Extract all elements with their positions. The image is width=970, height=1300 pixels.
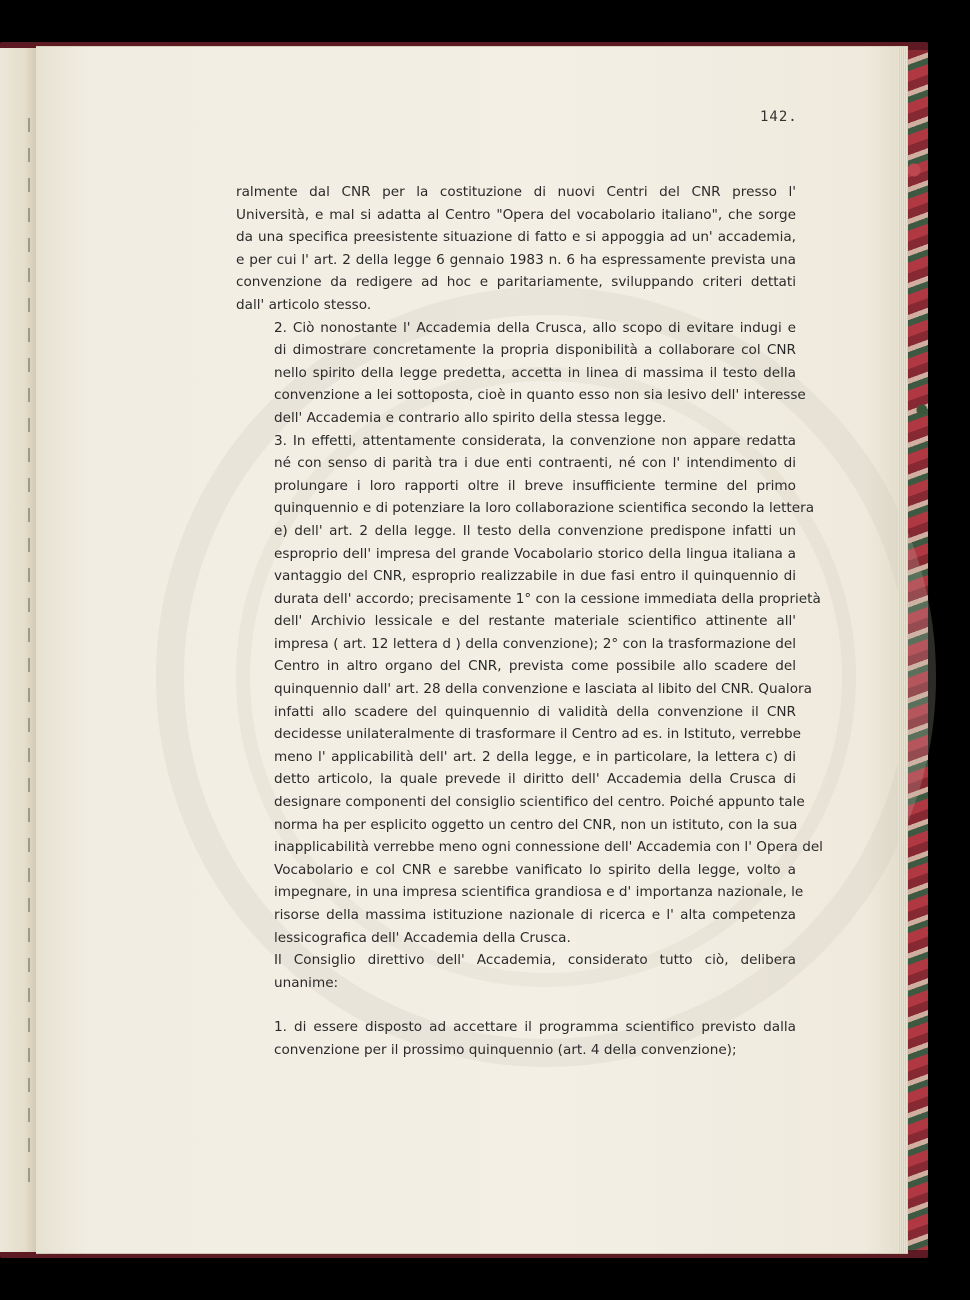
paragraph-5 — [236, 1016, 796, 1061]
text-line: quinquennio e di potenziare la loro collaborazione scientifica secondo la lettera — [274, 500, 815, 517]
text-line: vantaggio del CNR, esproprio realizzabile in due fasi entro il quinquennio di — [274, 568, 796, 585]
text-line: dell' Accademia e contrario allo spirito della stessa legge. — [274, 409, 667, 426]
body-text — [236, 181, 823, 1062]
text-line: 1. di essere disposto ad accettare il programma scientifico previsto dalla — [274, 1019, 796, 1036]
text-line: esproprio dell' impresa del grande Vocabolario storico della lingua italiana a — [274, 545, 796, 562]
page-stack-edge — [898, 47, 908, 1253]
text-line: né con senso di parità tra i due enti contraenti, né con l' intendimento di — [274, 455, 796, 472]
text-line: convenzione a lei sottoposta, cioè in quanto esso non sia lesivo dell' interesse — [274, 387, 806, 404]
text-line: inapplicabilità verrebbe meno ogni connessione dell' Accademia con l' Opera del — [274, 839, 823, 856]
text-line: impresa ( art. 12 lettera d ) della convenzione); 2° con la trasformazione del — [274, 635, 796, 652]
text-line: norma ha per esplicito oggetto un centro del CNR, non un istituto, con la sua — [274, 816, 798, 833]
text-line: lessicografica dell' Accademia della Crusca. — [274, 929, 571, 946]
text-line: prolungare i loro rapporti oltre il breve insufficiente termine del primo — [274, 477, 796, 494]
text-line: Università, e mal si adatta al Centro "Opera del vocabolario italiano", che sorge — [236, 206, 796, 223]
paragraph-3 — [236, 430, 823, 950]
text-line: quinquennio dall' art. 28 della convenzione e lasciata al libito del CNR. Qualora — [274, 681, 812, 698]
text-line: designare componenti del consiglio scientifico del centro. Poiché appunto tale — [274, 794, 805, 811]
text-line: ralmente dal CNR per la costituzione di nuovi Centri del CNR presso l' — [236, 184, 796, 200]
text-line: infatti allo scadere del quinquennio di validità della convenzione il CNR — [274, 703, 796, 720]
text-line: impegnare, in una impresa scientifica grandiosa e d' importanza nazionale, le — [274, 884, 804, 901]
left-page-marks — [28, 118, 30, 1198]
text-line: Vocabolario e col CNR e sarebbe vanificato lo spirito della legge, volto a — [274, 861, 796, 878]
text-line: unanime: — [274, 974, 339, 991]
marbled-edge — [908, 50, 928, 1250]
text-line: decidesse unilateralmente di trasformare il Centro ad es. in Istituto, verrebbe — [274, 726, 802, 743]
text-line: risorse della massima istituzione nazionale di ricerca e l' alta competenza — [274, 907, 796, 923]
paragraph-2 — [236, 317, 806, 430]
text-line: meno l' applicabilità dell' art. 2 della legge, e in particolare, la lettera c) di — [274, 748, 796, 765]
text-line: Il Consiglio direttivo dell' Accademia, considerato tutto ciò, delibera — [274, 952, 796, 969]
left-page-edge — [0, 48, 37, 1252]
text-line: dell' Archivio lessicale e del restante materiale scientifico attinente all' — [274, 613, 796, 630]
text-line: e per cui l' art. 2 della legge 6 gennaio 1983 n. 6 ha espressamente prevista una — [236, 251, 796, 268]
text-line: Centro in altro organo del CNR, prevista come possibile allo scadere del — [274, 658, 796, 675]
text-line: da una specifica preesistente situazione di fatto e si appoggia ad un' accademia, — [236, 229, 796, 246]
text-line: di dimostrare concretamente la propria disponibilità a collaborare col CNR — [274, 342, 796, 359]
text-line: 3. In effetti, attentamente considerata, la convenzione non appare redatta — [274, 432, 796, 449]
paragraph-1 — [236, 181, 796, 317]
document-page — [36, 46, 908, 1254]
text-line: 2. Ciò nonostante l' Accademia della Crusca, allo scopo di evitare indugi e — [274, 319, 796, 336]
text-line: nello spirito della legge predetta, accetta in linea di massima il testo della — [274, 364, 796, 381]
text-line: e) dell' art. 2 della legge. Il testo della convenzione predispone infatti un — [274, 522, 796, 539]
text-line: durata dell' accordo; precisamente 1° con la cessione immediata della proprietà — [274, 590, 821, 607]
text-line: convenzione per il prossimo quinquennio (art. 4 della convenzione); — [274, 1041, 737, 1058]
text-line: detto articolo, la quale prevede il diritto dell' Accademia della Crusca di — [274, 771, 796, 788]
page-number: 142. — [760, 109, 798, 125]
text-line: convenzione da redigere ad hoc e paritariamente, sviluppando criteri dettati — [236, 274, 796, 291]
paragraph-4 — [236, 949, 796, 994]
text-line: dall' articolo stesso. — [236, 296, 372, 313]
